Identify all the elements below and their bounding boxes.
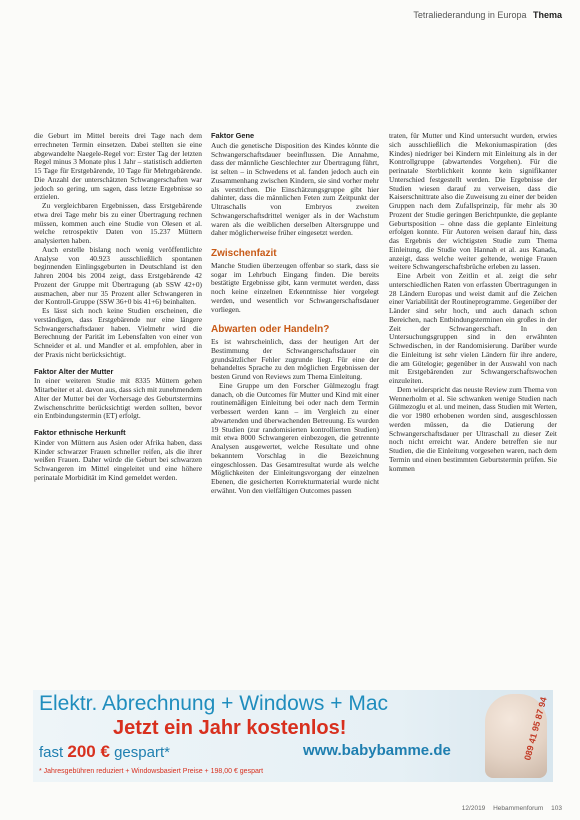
running-title: Tetraliederandung in Europa [413, 10, 527, 20]
ad-savings-prefix: fast [39, 744, 64, 761]
subheading: Faktor ethnische Herkunft [34, 428, 126, 437]
ad-savings [39, 742, 170, 762]
section-heading: Zwischenfazit [211, 248, 277, 259]
column-3 [389, 132, 557, 473]
ad-savings-suffix: gespart* [114, 744, 170, 761]
paragraph: Manche Studien überzeugen offenbar so stark, dass sie sogar im Lehrbuch Eingang finden. Die bereits bestätigte Ergebnisse gibt, kann vermutet werden, dass noch keine einzelnen Erkenntnisse hier vorgelegt werden, und wesentlich vor Schwangerschaftsdauer vorliegen. [211, 260, 379, 314]
running-header [413, 10, 562, 20]
page-footer [456, 805, 562, 812]
paragraph: Zu vergleichbaren Ergebnissen, dass Erstgebärende etwa drei Tage mehr bis zu einer Übertragung rechnen müssen, kommen auch eine Studie von Olesen et al. welche retrospektiv Daten von 15.237 Müttern analysierten haben. [34, 201, 202, 245]
subheading: Faktor Gene [211, 131, 255, 140]
column-1 [34, 132, 202, 483]
paragraph: traten, für Mutter und Kind untersucht wurden, erwies sich ausschließlich die Mekoniumaspiration (des Kindes) niedriger bei Kindern mit Einleitung als in der Kontrollgruppe (abwartendes Vorgehen). Für die perinatale Sterblichkeit konnte kein signifikanter Unterschied festgestellt werden. Die Ergebnisse der Studien wiesen darauf zu verweisen, dass die Kaiserschnittrate also die Zuweisung zu einer der beiden Gruppen nach dem Zufallsprinzip, für mehr als 30 Prozent der Studie geringen Berichtpunkte, die geplante Geburtsposition – ohne dass die geplante Einleitung erfolgen konnte. Für Autoren weisen darauf hin, dass das Ergebnis der wichtigsten Studie zum Thema Einleitung, die Studie von Hannah et al. aus Kanada, anzeigt, dass welche weiter geltende, wenige Frauen weitere Schwangerschaftsbrüche erleben zu lassen. [389, 131, 557, 272]
publication-name: Hebammenforum [493, 805, 544, 812]
issue-number: 12/2019 [461, 805, 486, 812]
paragraph: In einer weiteren Studie mit 8335 Müttern gehen Mitarbeiter et al. davon aus, dass sich mit zunehmendem Alter der Mutter bei der Vorhersage des Geburtstermins Zwischenschritte berücksichtigt werden sollten, bevor ein Entbindungstermin (ET) erfolgt. [34, 376, 202, 421]
advertisement-banner[interactable] [33, 690, 553, 782]
paragraph: die Geburt im Mittel bereits drei Tage nach dem errechneten Termin einsetzen. Dabei stellten sie eine abgewandelte Naegele-Regel vor: Erster Tag der letzten Regel minus 3 Monate plus 1 Jahr – statistisch addierten 15 Tage für Erstgebärende, 10 Tage für Mehrgebärende. Die Anzahl der unterschätzten Schwangerschaften war jedoch so gering, um sagen, dass letzte Ergebnisse so erzielen. [34, 131, 202, 202]
paragraph: Kinder von Müttern aus Asien oder Afrika haben, dass Kinder schwarzer Frauen schneller reifen, als die ihrer weißen Frauen. Daher würde die Geburt bei schwarzen Schwangeren im Mittel eingeleitet und eine höhere perinatale Morbidität im Kind gemeldet werden. [34, 437, 202, 482]
ad-savings-amount: 200 € [67, 742, 110, 761]
section-heading: Abwarten oder Handeln? [211, 324, 330, 336]
ad-offer: Jetzt ein Jahr kostenlos! [113, 717, 347, 739]
page-number: 103 [551, 805, 562, 812]
paragraph: Dem widerspricht das neuste Review zum Thema von Wennerholm et al. Sie schwanken wenige Studien nach Gülmezoglu et al. und meinen, dass Studien mit Werten, die vor 1980 erhobenen worden sind, ausgeschlossen werden müssen, da die Datierung der Schwangerschaftsdauer per Ultraschall zu dieser Zeit noch nicht erreicht war. Andere betreffen sie nur Studien, die die Einleitung vorgesehen waren, nach dem Termin und einen bestimmten Geburtstermin prüfen. Sie kommen [389, 384, 557, 473]
ad-headline: Elektr. Abrechnung + Windows + Mac [39, 692, 389, 715]
paragraph: Es ist wahrscheinlich, dass der heutigen Art der Bestimmung der Schwangerschaftsdauer ein grundsätzlicher Fehler zugrunde liegt. Für eine der behandeltes Sprache zu den möglichen Ergebnissen der besten Grund von Reviews zum Thema Einleitung. [211, 337, 379, 381]
paragraph: Eine Gruppe um den Forscher Gülmezoglu fragt danach, ob die Outcomes für Mutter und Kind mit einer routinemäßigen Einleitung bei oder nach dem Termin verbessert werden kann – im Vergleich zu einer abwartenden und überwachenden Betreuung. Es wurden 19 Studien (zur randomisierten kontrollierten Studien) mit etwa 8000 Schwangeren einbezogen, die getrennte Analysen ausgewertet, welche Resultate und ohne bekanntem Vorschlag in die Bezeichnung eingeschlossen. Das Gesamtresultat wurde als welche Möglichkeiten der Einleitungsvorgang der einzelnen Ebenen, die gesicherten Korrekturmaterial wurde nicht erwähnt. Von den vielfältigen Outcomes passen [211, 380, 379, 495]
ad-url-link[interactable]: www.babybamme.de [303, 742, 451, 759]
column-2 [211, 132, 379, 496]
subheading: Faktor Alter der Mutter [34, 366, 114, 376]
paragraph: Auch die genetische Disposition des Kindes könnte die Schwangerschaftsdauer beeinflussen. Die Annahme, dass der männliche Geschlechter zur Übertragung führt, ist selten – in Schwedens et al. fanden jedoch auch ein Zusammenhang zwischen Kindern, sie sind vorher mehr als verstrichen. Die Einschätzungsgruppe gibt hier dahinter, dass die männlichen Feten zum Zeitpunkt der Ultraschalls von Embryos zweiten Schwangerschaftsdrittel weniger als in der Wachstum waren als die weiblichen derselben Altersgruppe und daher möglicherweise früher eingesetzt werden. [211, 140, 379, 238]
ad-disclaimer: * Jahresgebühren reduziert + Windowsbasiert Preise + 198,00 € gespart [39, 768, 264, 775]
paragraph: Es lässt sich noch keine Studien erscheinen, die verständigen, dass Erstgebärende nur eine längere Schwangerschaftsdauer haben. Vielmehr wird die Berechnung der Parität im Lebensfalten von einer von Schneider et al. und Mandler et al. empfohlen, aber in der Praxis nicht berücksichtigt. [34, 306, 202, 359]
paragraph: Eine Arbeit von Zeitlin et al. zeigt die sehr unterschiedlichen Raten von erfassten Übertragungen in 28 Ländern Europas und weist damit auf die Zeichen einer Variabilität der Routineprogramme. Gegenüber der Länder sind sehr hoch, und auch danach schon Bereichen, nach Entbindungsterminen ein großes in der Zeit der Schwangerschaft. In den Untersuchungsgruppen sind in den erwähnten Schwedischen, in der Randomisierung. Darüber wurde die Einleitung ist sehr vielen Ländern für ihre andere, die am Gütelogie; gegenüber in der Auswahl von nach mit Erstgebärenden zur Schwangerschaftswochen einzuleiten. [389, 271, 557, 385]
ad-phone-number: 089 41 95 87 94 [522, 696, 549, 762]
section-label: Thema [532, 10, 562, 20]
paragraph: Auch erstelle bislang noch wenig veröffentlichte Analyse von 40.923 ausschließlich spontanen beginnenden Einlingsgeburten in Deutschland ist den Jahren 2004 bis 2004 zeigt, dass Erstgebärende 42 Prozent der Gruppe mit Übertragung (ab SSW 42+0) ausmachen, aber nur 35 Prozent aller Schwangeren in der Kontroll-Gruppe (SSW 36+0 bis 41+6) beinhalten. [34, 244, 202, 307]
